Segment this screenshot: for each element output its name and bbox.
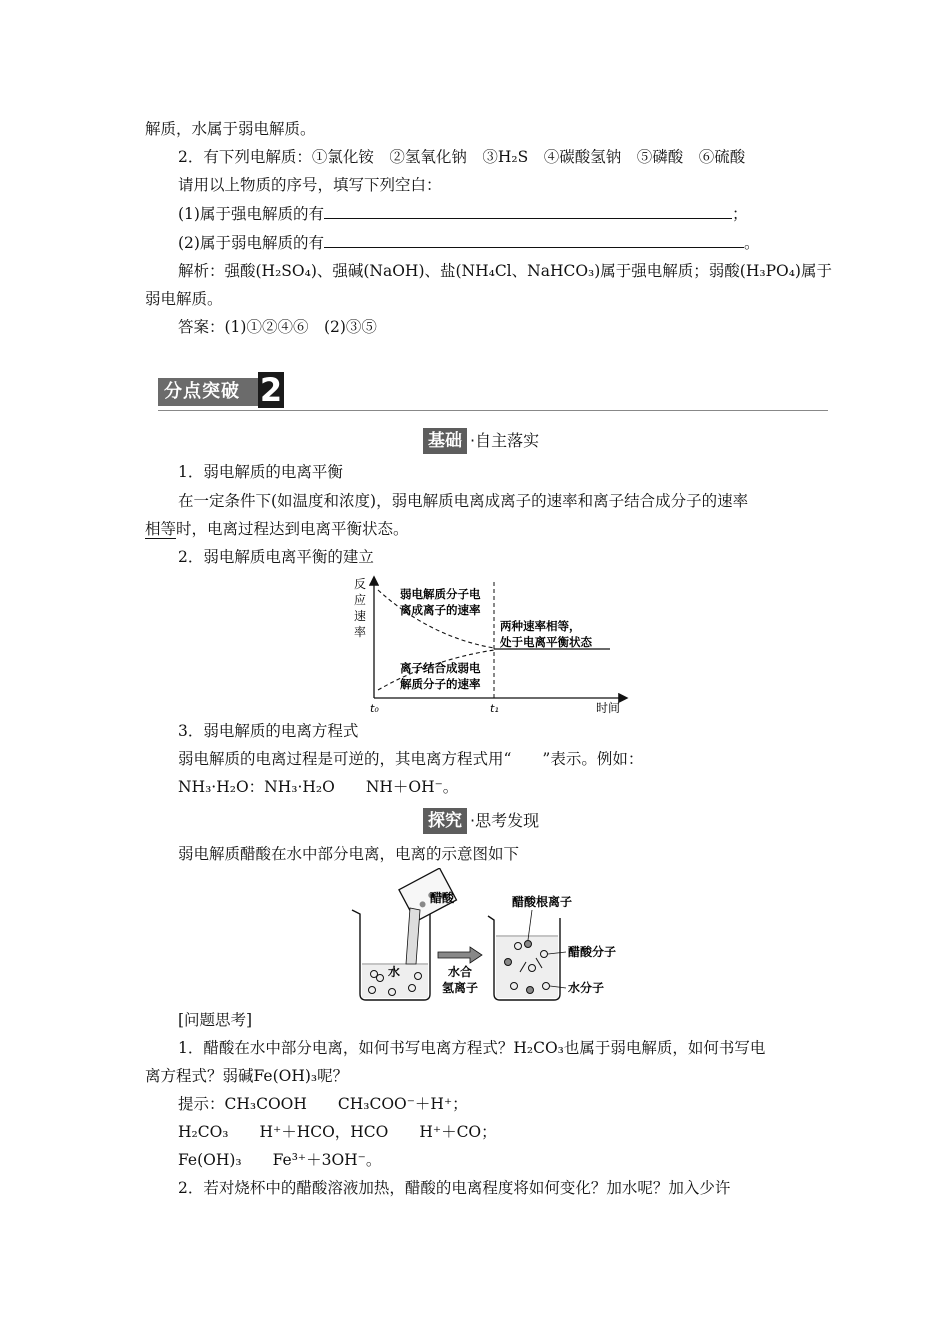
pour-stream: [406, 908, 420, 964]
right-note: 处于电离平衡状态: [500, 635, 592, 649]
fill-label: (1)属于强电解质的有: [178, 205, 324, 223]
section-divider: [158, 410, 828, 411]
lower-note: 解质分子的速率: [400, 677, 481, 691]
heading-1: 1．弱电解质的电离平衡: [178, 463, 343, 481]
lower-note: 离子结合成弱电: [400, 661, 481, 675]
ionization-illustration: [346, 868, 626, 1004]
tag-explore: [423, 808, 539, 834]
upper-note: 弱电解质分子电: [400, 587, 481, 601]
y-label-char: 反: [354, 577, 367, 591]
label-water-molecule: 水分子: [568, 981, 605, 995]
answer-blank[interactable]: [324, 233, 744, 248]
tag-rest: ·自主落实: [470, 431, 540, 450]
analysis-line: 弱电解质。: [145, 290, 223, 308]
fill-label: (2)属于弱电解质的有: [178, 234, 324, 252]
example-equation: NH₃·H₂O：NH₃·H₂O NH＋OH⁻。: [178, 778, 459, 796]
question-2: 2．有下列电解质：①氯化铵 ②氢氧化钠 ③H₂S ④碳酸氢钠 ⑤磷酸 ⑥硫酸: [178, 148, 746, 166]
answer-blank[interactable]: [324, 204, 732, 219]
fill-end: 。: [743, 234, 760, 252]
t0-label: t₀: [370, 702, 379, 715]
process-arrow: [438, 947, 482, 963]
tag-box: 基础: [423, 428, 467, 454]
hint-line: Fe(OH)₃ Fe³⁺＋3OH⁻。: [178, 1151, 382, 1169]
upper-note: 离成离子的速率: [400, 603, 481, 617]
y-label-char: 速: [354, 609, 367, 623]
right-note: 两种速率相等，: [500, 619, 581, 633]
label-acid: 醋酸: [430, 891, 455, 905]
label-hydronium: 水合: [448, 965, 473, 979]
label-acetate-ion: 醋酸根离子: [512, 895, 573, 909]
heading-3: 3．弱电解质的电离方程式: [178, 722, 359, 740]
paragraph-rest: 时，电离过程达到电离平衡状态。: [176, 520, 409, 538]
label-hydronium: 氢离子: [442, 981, 479, 995]
label-acetic-molecule: 醋酸分子: [568, 945, 617, 959]
paragraph: 弱电解质醋酸在水中部分电离，电离的示意图如下: [178, 845, 520, 863]
heading-2: 2．弱电解质电离平衡的建立: [178, 548, 374, 566]
fill-line-2: [178, 232, 759, 254]
y-label-char: 应: [354, 593, 367, 607]
equilibrium-graph: [340, 572, 640, 718]
y-label-char: 率: [354, 625, 367, 639]
t1-label: t₁: [490, 702, 499, 715]
hint-line: H₂CO₃ H⁺＋HCO，HCO H⁺＋CO；: [178, 1123, 497, 1141]
underlined-answer: 相等: [145, 520, 177, 538]
tag-box: 探究: [423, 808, 467, 834]
banner-text: 分点突破: [164, 381, 240, 402]
banner-number: 2: [259, 371, 283, 409]
label-water: 水: [388, 965, 401, 979]
answer-line: 答案：(1)①②④⑥ (2)③⑤: [178, 318, 377, 336]
hint-line: 提示：CH₃COOH CH₃COO⁻＋H⁺；: [178, 1095, 468, 1113]
text-line: 请用以上物质的序号，填写下列空白：: [178, 176, 442, 194]
fill-end: ；: [731, 205, 748, 223]
question-2: 2．若对烧杯中的醋酸溶液加热，醋酸的电离程度将如何变化？加水呢？加入少许: [178, 1179, 731, 1197]
tag-basic: [423, 428, 539, 454]
question-1-cont: 离方程式？弱碱Fe(OH)₃呢？: [145, 1067, 349, 1085]
paragraph: [145, 518, 409, 540]
tag-rest: ·思考发现: [470, 811, 540, 830]
paragraph: 在一定条件下(如温度和浓度)，弱电解质电离成离子的速率和离子结合成分子的速率: [178, 492, 749, 510]
analysis-line: 解析：强酸(H₂SO₄)、强碱(NaOH)、盐(NH₄Cl、NaHCO₃)属于强电解质；弱酸(H₃PO₄)属于: [178, 262, 832, 280]
text-line: 解质，水属于弱电解质。: [145, 120, 316, 138]
x-label: 时间: [596, 701, 621, 715]
fill-line-1: [178, 203, 747, 225]
question-heading: [问题思考]: [178, 1011, 253, 1029]
section-banner: [158, 372, 286, 408]
question-1: 1．醋酸在水中部分电离，如何书写电离方程式？H₂CO₃也属于弱电解质，如何书写电: [178, 1039, 766, 1057]
paragraph: 弱电解质的电离过程是可逆的，其电离方程式用“ ”表示。例如：: [178, 750, 644, 768]
